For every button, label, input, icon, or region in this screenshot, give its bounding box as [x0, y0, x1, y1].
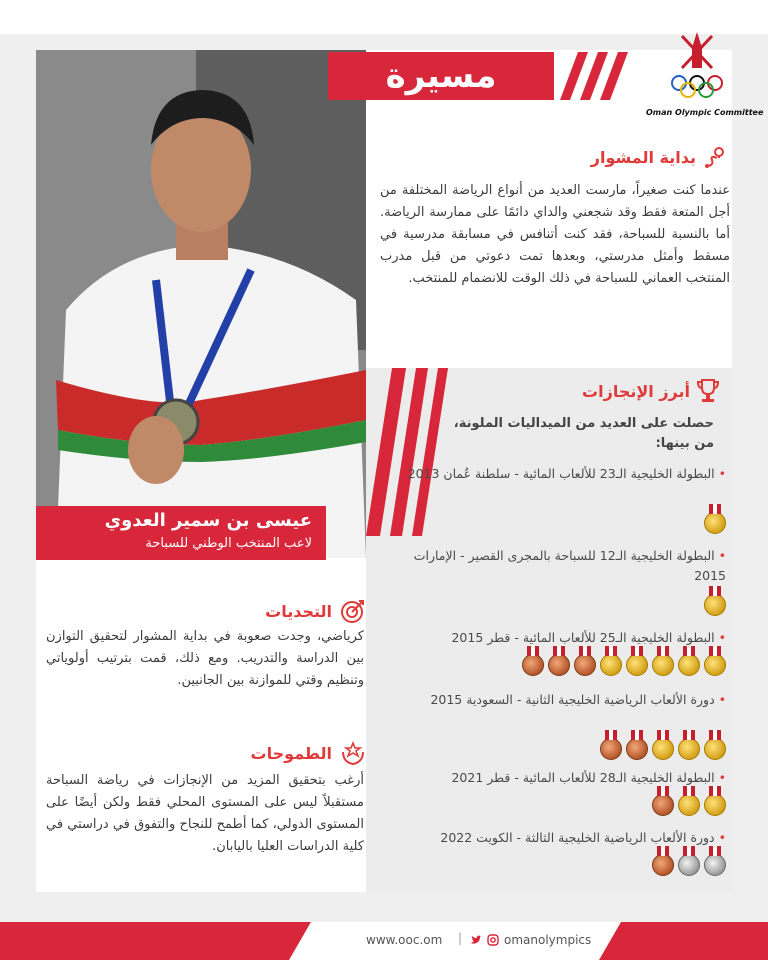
ambitions-heading: الطموحات: [250, 744, 332, 763]
beginning-heading: بداية المشوار: [590, 148, 696, 167]
logo-caption: Oman Olympic Committee: [646, 108, 764, 117]
gold-medal-icon: [678, 654, 700, 676]
ambitions-header: [230, 740, 366, 770]
silver-medal-icon: [704, 854, 726, 876]
challenges-header: [230, 598, 366, 628]
silver-medal-icon: [678, 854, 700, 876]
gold-medal-icon: [652, 738, 674, 760]
gold-medal-icon: [704, 794, 726, 816]
footer-links: [352, 931, 612, 951]
bronze-medal-icon: [574, 654, 596, 676]
achievements-heading: أبرز الإنجازات: [582, 382, 690, 401]
gold-medal-icon: [704, 594, 726, 616]
gold-medal-icon: [704, 512, 726, 534]
page-title: مسيرة رياضي: [328, 52, 554, 100]
emblem-icon: [652, 28, 742, 108]
bullet-icon: •: [714, 692, 726, 707]
bronze-medal-icon: [522, 654, 544, 676]
achievement-text: البطولة الخليجية الـ12 للسباحة بالمجرى القصير - الإمارات 2015: [413, 548, 726, 583]
bullet-icon: •: [714, 466, 726, 481]
gold-medal-icon: [678, 738, 700, 760]
achievement-item: [386, 828, 726, 848]
target-icon: [340, 598, 366, 624]
achievement-text: البطولة الخليجية الـ25 للألعاب المائية - قطر 2015: [451, 630, 715, 645]
social-handle[interactable]: omanolympics: [504, 933, 592, 947]
challenges-text: كرياضي، وجدت صعوبة في بداية المشوار لتحقيق التوازن بين الدراسة والتدريب. ومع ذلك، قمت بترتيب أولوياتي وتنظيم وقتي للموازنة بين الجانبين.: [46, 629, 364, 688]
athlete-name: عيسى بن سمير العدوي: [104, 510, 312, 531]
trophy-icon: [696, 378, 720, 404]
achievement-item: [386, 464, 726, 484]
challenges-heading: التحديات: [265, 602, 332, 621]
achievement-item: [386, 628, 726, 648]
achievement-text: دورة الألعاب الرياضية الخليجية الثانية - السعودية 2015: [430, 692, 715, 707]
achievement-item: [386, 546, 726, 586]
bullet-icon: •: [714, 830, 726, 845]
beginning-text: عندما كنت صغيراً، مارست العديد من أنواع الرياضة المختلفة من أجل المتعة فقط وقد شجعني والداي دائمًا على ممارسة الرياضة. أما بالنسبة للسباحة، فقد كنت أتنافس في مسابقة مدرسية في مسقط وأمثل مدرستي، وبعدها تمت دعوتي من قبل مدرب المنتخب العماني للسباحة في ذلك الوقت للانضمام للمنتخب.: [380, 183, 730, 286]
gold-medal-icon: [704, 738, 726, 760]
achievement-item: [386, 768, 726, 788]
route-pin-icon: [702, 146, 726, 170]
achievement-text: البطولة الخليجية الـ23 للألعاب المائية - سلطنة عُمان 2013: [407, 466, 715, 481]
bronze-medal-icon: [652, 794, 674, 816]
bullet-icon: •: [714, 770, 726, 785]
athlete-photo: [36, 50, 366, 558]
bronze-medal-icon: [652, 854, 674, 876]
achievements-intro: حصلت على العديد من الميداليات الملونة، من بينها:: [453, 416, 714, 451]
twitter-icon[interactable]: [470, 934, 482, 946]
instagram-icon[interactable]: [487, 934, 499, 946]
achievement-text: البطولة الخليجية الـ28 للألعاب المائية - قطر 2021: [451, 770, 715, 785]
gold-medal-icon: [652, 654, 674, 676]
gold-medal-icon: [704, 654, 726, 676]
gold-medal-icon: [600, 654, 622, 676]
athlete-namebar: [36, 506, 326, 560]
footer-divider: |: [458, 931, 463, 945]
title-stripes: [550, 52, 630, 100]
bronze-medal-icon: [548, 654, 570, 676]
website-link[interactable]: www.ooc.om: [366, 933, 443, 947]
ambitions-text: أرغب بتحقيق المزيد من الإنجازات في رياضة السباحة مستقبلاً ليس على المستوى المحلي فقط ولكن أيضًا على المستوى الدولي، كما أطمح للنجاح والتفوق في دراستي في كلية الدراسات العليا باليابان.: [46, 773, 364, 854]
achievements-header: [560, 378, 720, 408]
achievement-text: دورة الألعاب الرياضية الخليجية الثالثة - الكويت 2022: [440, 830, 715, 845]
bullet-icon: •: [714, 548, 726, 563]
star-hands-icon: [340, 740, 366, 766]
olympic-committee-logo: [646, 28, 764, 124]
bronze-medal-icon: [600, 738, 622, 760]
bullet-icon: •: [714, 630, 726, 645]
achievement-item: [386, 690, 726, 710]
bronze-medal-icon: [626, 738, 648, 760]
gold-medal-icon: [626, 654, 648, 676]
gold-medal-icon: [678, 794, 700, 816]
beginning-header: [540, 146, 730, 176]
athlete-role: لاعب المنتخب الوطني للسباحة: [145, 536, 312, 551]
